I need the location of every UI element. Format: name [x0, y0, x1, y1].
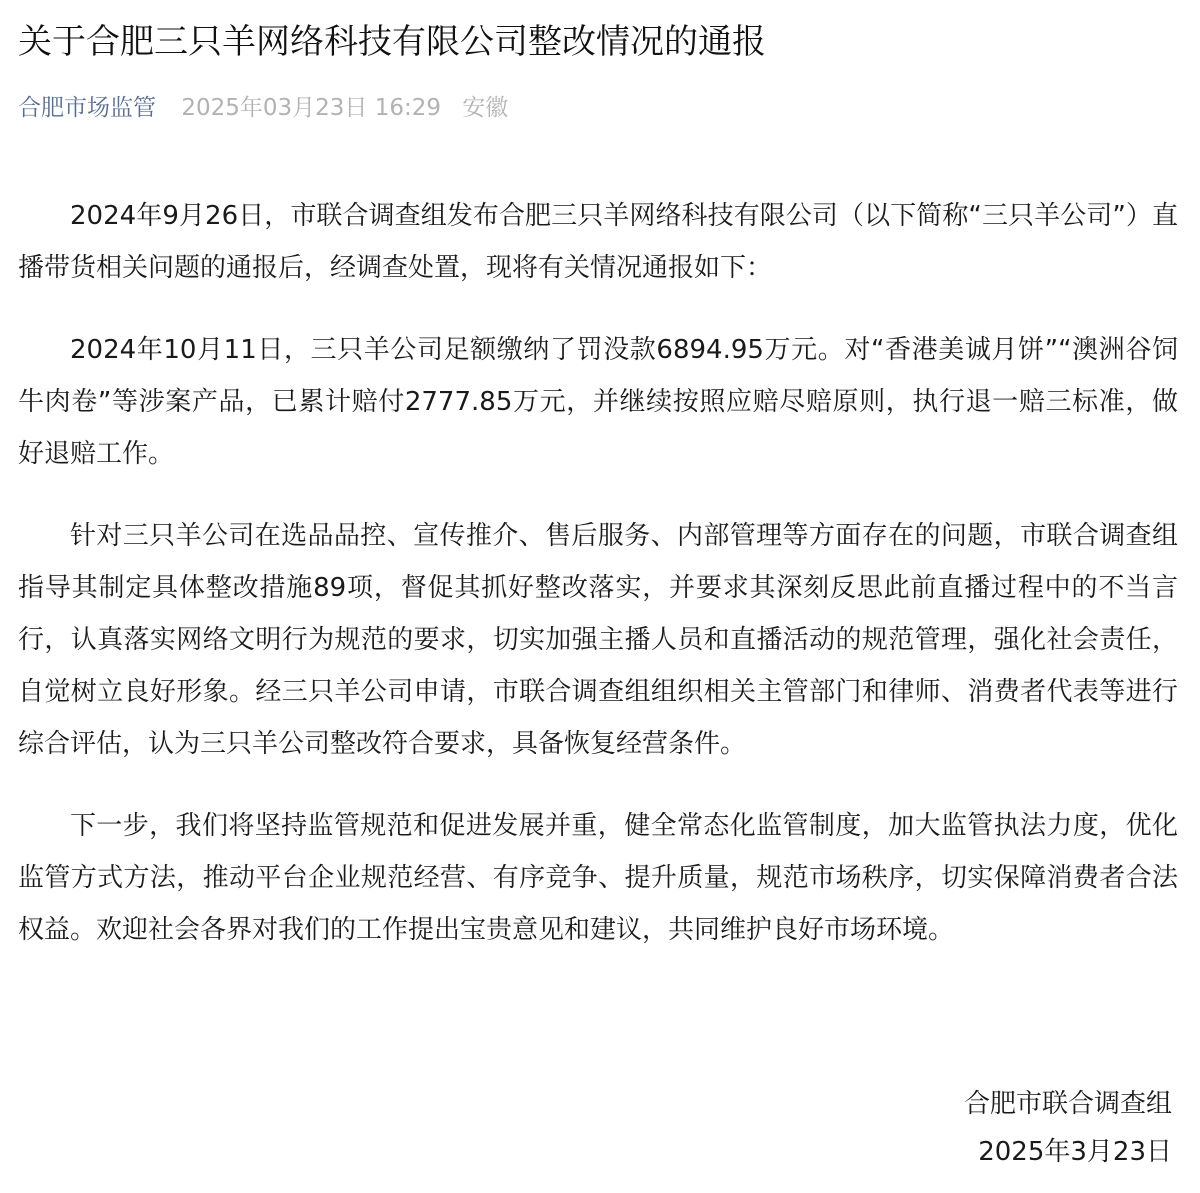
account-name-link[interactable]: 合肥市场监管: [18, 95, 156, 121]
paragraph-penalty: 2024年10月11日，三只羊公司足额缴纳了罚没款6894.95万元。对“香港美诚月饼”“澳洲谷饲牛肉卷”等涉案产品，已累计赔付2777.85万元，并继续按照应赔尽赔原则，执行退一赔三标准，做好退赔工作。: [18, 335, 1178, 469]
paragraph-rectification: 针对三只羊公司在选品品控、宣传推介、售后服务、内部管理等方面存在的问题，市联合调查组指导其制定具体整改措施89项，督促其抓好整改落实，并要求其深刻反思此前直播过程中的不当言行，认真落实网络文明行为规范的要求，切实加强主播人员和直播活动的规范管理，强化社会责任，自觉树立良好形象。经三只羊公司申请，市联合调查组组织相关主管部门和律师、消费者代表等进行综合评估，认为三只羊公司整改符合要求，具备恢复经营条件。: [18, 521, 1178, 759]
signature-block: [964, 1080, 1172, 1176]
article-title: 关于合肥三只羊网络科技有限公司整改情况的通报: [18, 22, 766, 62]
article-meta: [18, 90, 508, 126]
publish-date: 2025年03月23日 16:29: [181, 95, 441, 121]
signature-date: 2025年3月23日: [978, 1137, 1172, 1167]
publish-region: 安徽: [462, 95, 509, 121]
signature-org: 合肥市联合调查组: [963, 1089, 1172, 1119]
article-body: [18, 190, 1178, 990]
paragraph-intro: 2024年9月26日，市联合调查组发布合肥三只羊网络科技有限公司（以下简称“三只羊公司”）直播带货相关问题的通报后，经调查处置，现将有关情况通报如下：: [18, 201, 1178, 283]
paragraph-next-steps: 下一步，我们将坚持监管规范和促进发展并重，健全常态化监管制度，加大监管执法力度，优化监管方式方法，推动平台企业规范经营、有序竞争、提升质量，规范市场秩序，切实保障消费者合法权益。欢迎社会各界对我们的工作提出宝贵意见和建议，共同维护良好市场环境。: [18, 811, 1178, 945]
